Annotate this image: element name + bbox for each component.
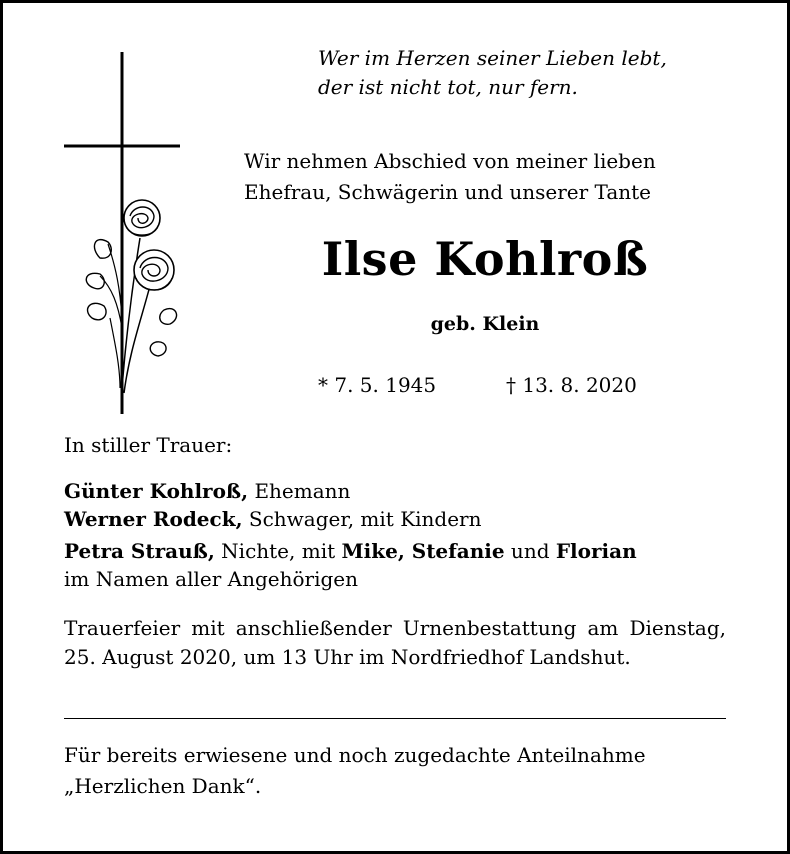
mourner-name: Günter Kohlroß, xyxy=(64,479,249,503)
all-relatives-note: im Namen aller Angehörigen xyxy=(64,567,359,591)
mourner-relation: Schwager, mit Kindern xyxy=(242,507,482,531)
deceased-name: Ilse Kohlroß xyxy=(321,232,649,286)
birth-date: * 7. 5. 1945 xyxy=(318,373,437,397)
ceremony-notice: Trauerfeier mit anschließender Urnenbestattung am Dienstag, 25. August 2020, um 13 Uhr im Nordfriedhof Landshut. xyxy=(64,616,726,669)
epigraph xyxy=(318,44,667,102)
mourner-relation: Ehemann xyxy=(248,479,351,503)
divider xyxy=(64,718,726,719)
intro-line: Wir nehmen Abschied von meiner lieben xyxy=(244,149,656,173)
intro-line: Ehefrau, Schwägerin und unserer Tante xyxy=(244,180,652,204)
mourner-conjunction: und xyxy=(504,539,556,563)
mourner-name: Mike, Stefanie xyxy=(341,539,505,563)
thanks-note xyxy=(64,740,726,802)
mourner-relation: Nichte, mit xyxy=(214,539,342,563)
announcement-intro xyxy=(244,146,656,208)
death-date: † 13. 8. 2020 xyxy=(506,373,637,397)
epigraph-line: der ist nicht tot, nur fern. xyxy=(318,75,578,99)
mourners-list xyxy=(64,477,637,593)
mourners-heading: In stiller Trauer: xyxy=(64,433,233,457)
mourner-row xyxy=(64,537,637,565)
mourner-row xyxy=(64,477,637,505)
maiden-name: geb. Klein xyxy=(430,313,540,335)
thanks-line: Für bereits erwiesene und noch zugedachte Anteilnahme xyxy=(64,743,646,767)
epigraph-line: Wer im Herzen seiner Lieben lebt, xyxy=(318,46,667,70)
thanks-line: „Herzlichen Dank“. xyxy=(64,774,262,798)
mourner-name: Florian xyxy=(555,539,637,563)
mourner-name: Petra Strauß, xyxy=(64,539,215,563)
mourner-row xyxy=(64,505,637,533)
mourner-name: Werner Rodeck, xyxy=(64,507,243,531)
